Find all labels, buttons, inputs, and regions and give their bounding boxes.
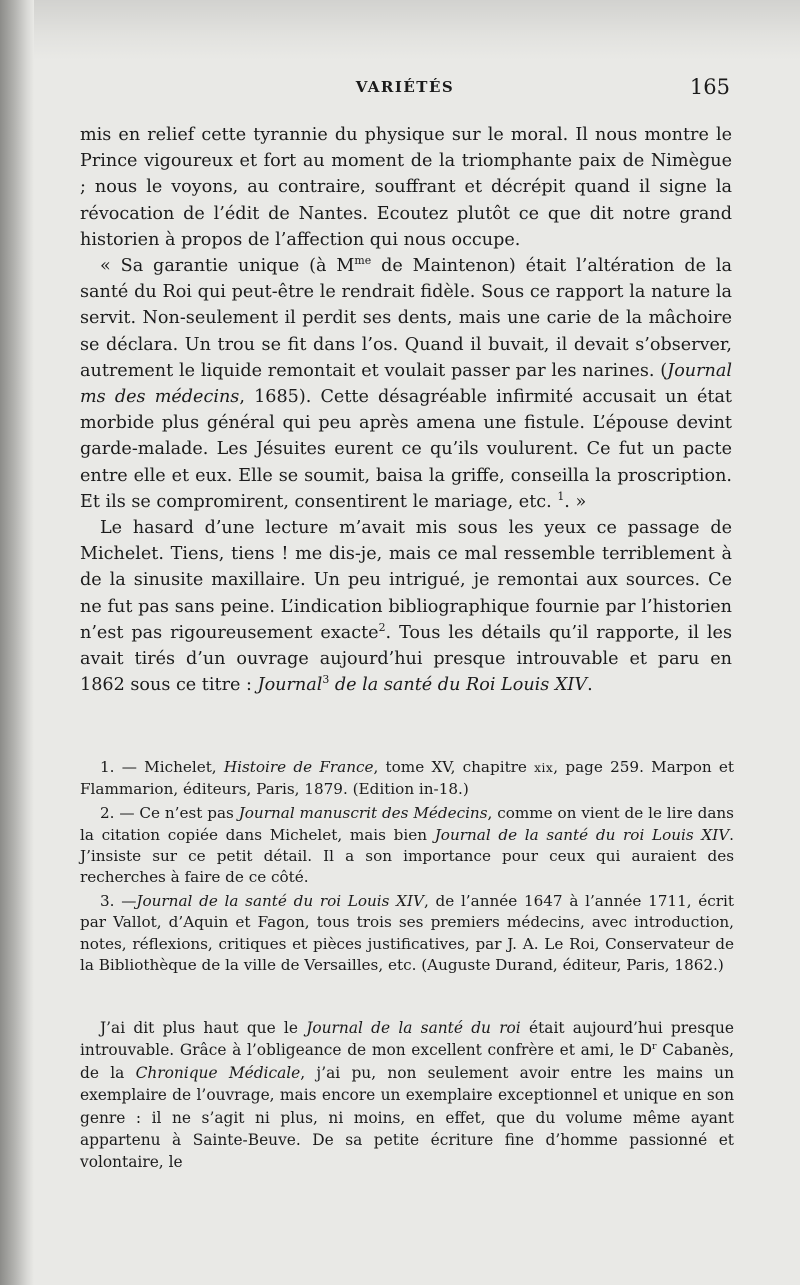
superscript: r xyxy=(651,1041,657,1053)
text-span: , 1685). Cette désagréable infirmité accusait un état morbide plus général qui peu après amena une fistule. L’épouse devint garde-malade. Les Jésuites eurent ce qu’ils voulurent. Ce fut un pacte entre elle et eux. Elle se soumit, baisa la griffe, conseilla la proscription. Et ils se compromirent, consentirent le mariage, etc. xyxy=(80,387,732,512)
text-span: . » xyxy=(564,491,587,512)
footnote-1 xyxy=(80,757,734,800)
text-span: , comme on vient de le lire dans la citation copiée dans Michelet, mais bien xyxy=(80,804,734,844)
text-span: Cabanès, de la xyxy=(80,1041,734,1082)
footnote-ref-1: 1 xyxy=(557,489,565,503)
footnote-ref-2: 2 xyxy=(378,621,386,634)
text-span: . J’insiste sur ce petit détail. Il a son importance pour ceux qui auraient des recherches à faire de ce côté. xyxy=(80,825,734,887)
closing-paragraph-block xyxy=(80,1017,734,1174)
superscript: me xyxy=(354,254,372,268)
footnote-3 xyxy=(80,891,734,976)
paragraph-1: mis en relief cette tyrannie du physique sur le moral. Il nous montre le Prince vigoureux et fort au moment de la triomphante paix de Nimègue ; nous le voyons, au contraire, souffrant et décrépit quand il signe la révocation de l’édit de Nantes. Ecoutez plutôt ce que dit notre grand historien à propos de l’affection qui nous occupe. xyxy=(80,125,732,250)
scan-shadow-top xyxy=(0,0,800,60)
text-span: , tome XV, chapitre xyxy=(373,758,535,776)
text-span: J’ai dit plus haut que le xyxy=(100,1019,307,1037)
page-header xyxy=(80,75,730,102)
text-span: . Tous les détails qu’il rapporte, il les avait tirés d’un ouvrage aujourd’hui presque introuvable et paru en 1862 sous ce titre : xyxy=(80,622,732,696)
paragraph-2-michelet-quote xyxy=(80,253,732,515)
italic-title: Journal de la santé du roi xyxy=(306,1019,521,1037)
italic-title: Journal manuscrit des Médecins xyxy=(238,804,488,823)
small-caps: xix xyxy=(534,761,554,775)
text-span: . xyxy=(587,675,593,696)
page-number: 165 xyxy=(689,75,730,99)
closing-paragraph xyxy=(80,1017,734,1174)
text-span: 3. — xyxy=(100,892,137,911)
text-span: « Sa garantie unique (à M xyxy=(100,256,355,277)
text-span: de Maintenon) était l’altération de la santé du Roi qui peut-être le rendrait fidèle. Sous ce rapport la nature la servit. Non-seulement il perdit ses dents, mais une carie de la mâchoire se déclara. Un trou se fit dans l’os. Quand il buvait, il devait s’observer, autrement le liquide remontait et voulait passer par les narines. ( xyxy=(80,256,732,381)
italic-title: Journal de la santé du roi Louis XIV xyxy=(136,892,424,911)
text-span: 1. — Michelet, xyxy=(100,758,224,776)
footnote-ref-3: 3 xyxy=(322,673,330,687)
text-span: , page 259. Marpon et Flammarion, éditeurs, Paris, 1879. (Edition in-18.) xyxy=(80,758,735,799)
footnote-2 xyxy=(80,803,734,888)
italic-title: Histoire de France xyxy=(223,758,374,776)
italic-title: Chronique Médicale xyxy=(135,1063,301,1082)
italic-title: Journal ms des médecins xyxy=(80,360,732,408)
text-span: était aujourd’hui presque introuvable. Grâce à l’obligeance de mon excellent confrère et ami, le D xyxy=(80,1019,735,1060)
main-text xyxy=(80,122,732,698)
italic-title: Journal de la santé du roi Louis XIV xyxy=(434,825,730,844)
paragraph-3 xyxy=(80,515,732,698)
text-span: Le hasard d’une lecture m’avait mis sous les yeux ce passage de Michelet. Tiens, tiens ! me dis-je, mais ce mal ressemble terriblement à de la sinusite maxillaire. Un peu intrigué, je remontai aux sources. Ce ne fut pas sans peine. L’indication bibliographique fournie par l’historien n’est pas rigoureusement exacte xyxy=(80,518,732,643)
running-head: VARIÉTÉS xyxy=(355,78,455,96)
footnotes xyxy=(80,757,734,976)
scan-shadow-left xyxy=(0,0,34,1285)
italic-title: de la santé du Roi Louis XIV xyxy=(329,675,588,696)
text-span: , j’ai pu, non seulement avoir entre les mains un exemplaire de l’ouvrage, mais encore un exemplaire exceptionnel et unique en son genre : il ne s’agit ni plus, ni moins, en effet, que du volume même ayant appartenu à Sainte-Beuve. De sa petite écriture fine d’homme passionné et volontaire, le xyxy=(80,1063,734,1172)
italic-title: Journal xyxy=(257,675,323,696)
text-span: 2. — Ce n’est pas xyxy=(100,804,239,823)
text-span: , de l’année 1647 à l’année 1711, écrit par Vallot, d’Aquin et Fagon, tous trois ses premiers médecins, avec introduction, notes, réflexions, critiques et pièces justificatives, par J. A. Le Roi, Conservateur de la Bibliothèque de la ville de Versailles, etc. (Auguste Durand, éditeur, Paris, 1862.) xyxy=(80,892,734,974)
